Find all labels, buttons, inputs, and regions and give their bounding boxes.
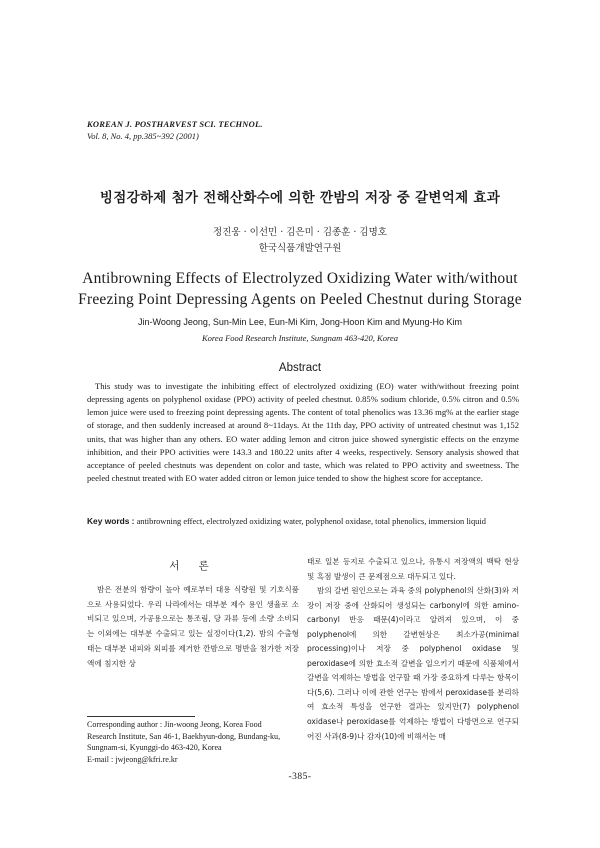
introduction-right-column (307, 555, 519, 744)
affiliation-korean: 한국식품개발연구원 (258, 243, 342, 254)
abstract-heading: Abstract (278, 362, 322, 374)
keywords (87, 515, 527, 528)
authors-korean: 정진웅 · 이선민 · 김은미 · 김종훈 · 김명호 (213, 227, 387, 238)
affiliation-english: Korea Food Research Institute, Sungnam 463-420, Korea (202, 333, 398, 343)
title-korean: 빙점강하제 첨가 전해산화수에 의한 깐밤의 저장 중 갈변억제 효과 (99, 190, 501, 206)
title-english-line-1: Antibrowning Effects of Electrolyzed Oxidizing Water with/without (82, 270, 518, 287)
footnote-line: Corresponding author : Jin-woong Jeong, Korea Food (87, 720, 262, 729)
journal-header (87, 118, 263, 142)
page-number: -385- (288, 772, 312, 782)
section-heading-introduction: 서 론 (169, 560, 217, 572)
introduction-left-column: 밤은 전분의 함량이 높아 예로부터 대용 식량원 및 기호식품으로 사용되었다. 우리 나라에서는 대부분 제수 용인 생율로 소비되고 있으며, 가공용으로는 통조림, 당 과류 등에 소량 소비되는 이외에는 대부분 수출되고 있는 실정이다(1,2). 밤의 수출형태는 대부분 내피와 외피를 제거한 깐밤으로 명반을 첨가한 저장액에 침지한 상 (87, 585, 299, 668)
corresponding-author-footnote (87, 719, 307, 765)
keywords-label: Key words : (87, 516, 135, 526)
footnote-email: E-mail : jwjeong@kfri.re.kr (87, 754, 178, 764)
abstract-text: This study was to investigate the inhibiting effect of electrolyzed oxidizing (EO) water with/without freezing point depressing agents on polyphenol oxidase (PPO) activity of peeled chestnut. 0.85% sodium chloride, 0.5% citron and 0.5% lemon juice were used to freezing point depressing agents. The content of total phenolics was 13.36 mg% at the earlier stage of storage, and then suddenly increased at around 8~11days. At the 11th day, PPO activity of untreated chestnut was 1,152 units, that was higher than any others. EO water adding lemon and citron juice showed synergistic effects on the enzyme inhibition, and their PPO activities were 143.3 and 180.22 units after 4 weeks, respectively. Sensory analysis showed that acceptance of peeled chestnuts was dependent on color and taste, which was related to PPO activity and sweetness. The peeled chestnut treated with EO water added citron or lemon juice tended to show the highest score for acceptance. (87, 381, 519, 484)
footnote-line: Research Institute, San 46-1, Baekhyun-dong, Bundang-ku, (87, 731, 281, 741)
journal-name: KOREAN J. POSTHARVEST SCI. TECHNOL. (87, 119, 263, 129)
intro-paragraph-2: 밤의 갈변 원인으로는 과육 중의 polyphenol의 산화(3)와 저장이 저장 중에 산화되어 생성되는 carbonyl에 의한 amino-carbonyl 반응 때문(4)이라고 알려져 있으며, 이 중 polyphenol에 의한 갈변현상은 최소가공(minimal processing)이나 저장 중 polyphenol oxidase 및 peroxidase에 의한 효소적 갈변을 일으키기 때문에 식품체에서 갈변을 억제하는 방법을 연구할 때 가장 중요하게 다루는 항목이다(5,6). 그러나 이에 관한 연구는 밤에서 peroxidase를 분리하여 효소적 특성을 연구한 결과는 있지만(7) polyphenol oxidase나 peroxidase를 억제하는 방법이 다방면으로 연구되어진 사과(8-9)나 감자(10)에 비해서는 매 (307, 586, 519, 741)
journal-volume: Vol. 8, No. 4, pp.385~392 (2001) (87, 131, 199, 141)
intro-paragraph-1: 태로 일본 등지로 수출되고 있으나, 유통시 저장액의 백탁 현상 및 흑점 발생이 큰 문제점으로 대두되고 있다. (307, 557, 519, 581)
authors-english: Jin-Woong Jeong, Sun-Min Lee, Eun-Mi Kim, Jong-Hoon Kim and Myung-Ho Kim (138, 317, 462, 327)
footnote-line: Sungnam-si, Kyunggi-do 463-420, Korea (87, 743, 222, 753)
title-english (60, 268, 540, 310)
keywords-text: antibrowning effect, electrolyzed oxidizing water, polyphenol oxidase, total phenolics, immersion liquid (136, 517, 486, 526)
footnote-divider (87, 716, 195, 717)
title-english-line-2: Freezing Point Depressing Agents on Peeled Chestnut during Storage (78, 291, 522, 308)
